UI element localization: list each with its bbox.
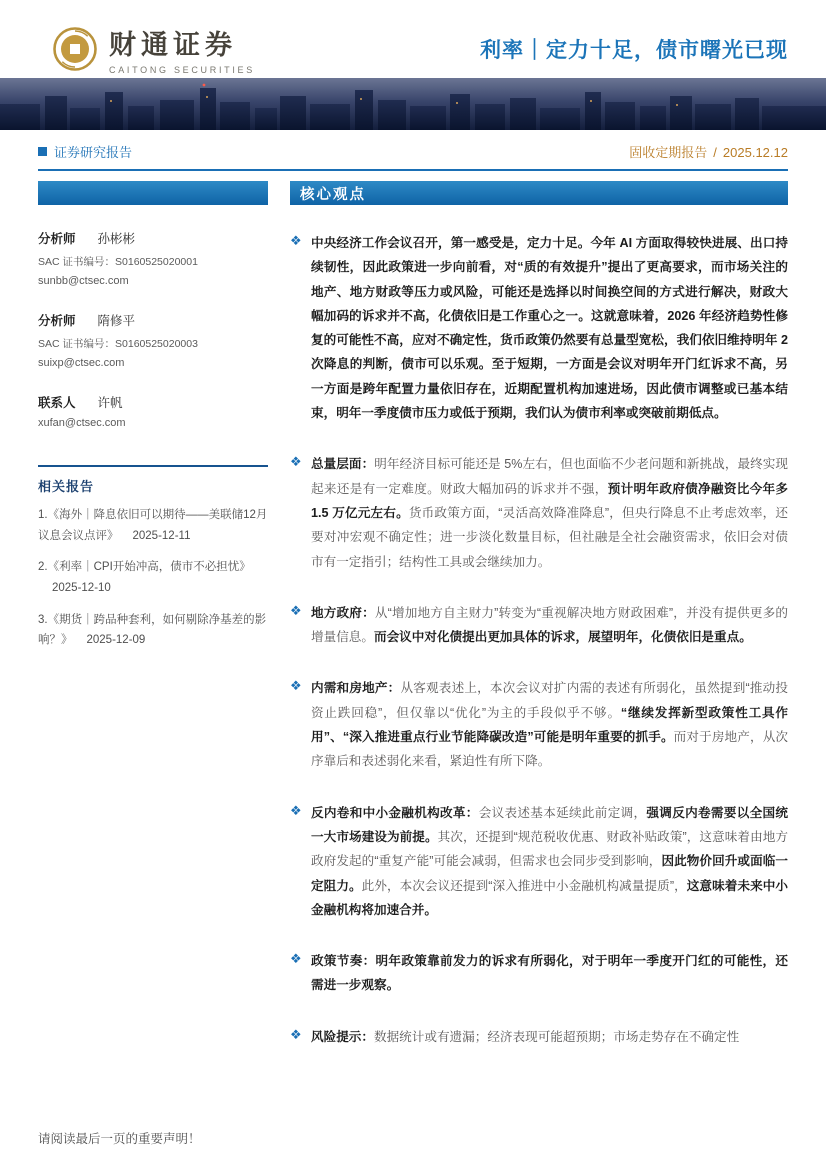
diamond-bullet-icon: ❖ (290, 1026, 302, 1042)
caitong-emblem-icon (52, 26, 98, 72)
analyst-name: 孙彬彬 (97, 232, 136, 246)
section-title: 核心观点 (300, 186, 366, 203)
core-view-item (290, 452, 788, 573)
related-report-text: 3.《期货｜跨品种套利，如何剔除净基差的影响？》 (38, 613, 267, 647)
report-category-separator: / (713, 145, 717, 160)
related-report-date: 2025-12-10 (52, 582, 111, 595)
page-header (0, 0, 826, 78)
brand-name (109, 23, 255, 75)
analyst-cert: SAC 证书编号：S0160525020003 (38, 338, 198, 350)
diamond-bullet-icon: ❖ (290, 454, 302, 470)
section-header-core-views (290, 181, 788, 205)
related-report-text: 1.《海外｜降息依旧可以期待——美联储12月议息会议点评》 (38, 509, 268, 542)
contact-name: 许帆 (97, 396, 123, 410)
analyst-role-label: 分析师 (38, 232, 76, 246)
core-view-text: 政策节奏：明年政策靠前发力的诉求有所弱化，对于明年一季度开门红的可能性，还需进一步观察。 (311, 954, 789, 993)
contact-block (38, 393, 268, 429)
core-view-item (290, 231, 788, 425)
brand-name-en: CAITONG SECURITIES (109, 65, 255, 75)
brand-name-cn: 财通证券 (109, 30, 237, 60)
core-view-text: 地方政府：从“增加地方自主财力”转变为“重视解决地方财政困难”，并没有提供更多的增量信息。而会议中对化债提出更加具体的诉求，展望明年，化债依旧是重点。 (311, 605, 789, 645)
related-report-date: 2025-12-09 (86, 634, 146, 647)
analyst-block (38, 229, 268, 287)
report-date: 2025.12.12 (722, 145, 788, 160)
related-reports (38, 465, 268, 651)
core-view-item (290, 801, 788, 922)
core-view-text: 内需和房地产：从客观表述上，本次会议对扩内需的表述有所弱化，虽然提到“推动投资止跌回稳”，但仅靠以“优化”为主的手段似乎不够。“继续发挥新型政策性工具作用”、“深入推进重点行业节能降碳改造”可能是明年重要的抓手。而对于房地产，从次序靠后和表述弱化来看，紧迫性有所下降。 (311, 681, 789, 769)
related-reports-title: 相关报告 (38, 479, 95, 494)
related-report-item (38, 505, 268, 546)
related-report-text: 2.《利率｜CPI开始冲高，债市不必担忧》 (38, 561, 251, 574)
brand-logo (52, 23, 255, 75)
page-footer (38, 1129, 201, 1147)
core-view-item (290, 1025, 788, 1049)
diamond-bullet-icon: ❖ (290, 602, 302, 618)
meta-row (38, 142, 788, 161)
city-skyline-banner (0, 78, 826, 130)
diamond-bullet-icon: ❖ (290, 233, 302, 248)
main-content (290, 181, 788, 1076)
diamond-bullet-icon: ❖ (290, 951, 302, 967)
report-category (629, 142, 788, 161)
sidebar-accent-bar (38, 181, 268, 205)
core-view-text: 反内卷和中小金融机构改革：会议表述基本延续此前定调，强调反内卷需要以全国统一大市场建设为前提。其次，还提到“规范税收优惠、财政补贴政策”，这意味着由地方政府发起的“重复产能”可能会减弱，但需求也会同步受到影响，因此物价回升或面临一定阻力。此外，本次会议还提到“深入推进中小金融机构减量提质”，这意味着未来中小金融机构将加速合并。 (311, 805, 789, 917)
contact-email: xufan@ctsec.com (38, 417, 126, 429)
report-type-label: 证券研究报告 (54, 145, 133, 160)
diamond-bullet-icon: ❖ (290, 802, 302, 818)
sidebar (38, 181, 268, 1076)
analyst-block (38, 311, 268, 369)
core-view-item (290, 601, 788, 650)
analyst-role-label: 分析师 (38, 314, 76, 328)
analyst-name: 隋修平 (97, 314, 136, 328)
core-view-text: 风险提示：数据统计或有遗漏；经济表现可能超预期；市场走势存在不确定性 (311, 1029, 740, 1044)
report-title: 利率｜定力十足，债市曙光已现 (480, 39, 788, 62)
related-report-date: 2025-12-11 (132, 529, 191, 542)
contact-role-label: 联系人 (38, 396, 76, 410)
analyst-email: suixp@ctsec.com (38, 357, 125, 369)
related-report-item (38, 610, 268, 651)
analyst-cert: SAC 证书编号：S0160525020001 (38, 256, 198, 268)
core-views-list (290, 231, 788, 1049)
analyst-email: sunbb@ctsec.com (38, 275, 129, 287)
header-divider (38, 169, 788, 171)
disclaimer-text: 请阅读最后一页的重要声明！ (38, 1132, 201, 1146)
core-view-text: 总量层面：明年经济目标可能还是 5%左右，但也面临不少老问题和新挑战，最终实现起来还是有一定难度。财政大幅加码的诉求并不强，预计明年政府债净融资比今年多 1.5 万亿元左右。货币政策方面，“灵活高效降准降息”，但央行降息不止考虑效率，还要对冲宏观不确定性；进一步淡化数量目标，但社融是全社会融资需求，依旧会对债市有一定指引；结构性工具或会继续加力。 (311, 457, 789, 569)
core-view-text: 中央经济工作会议召开，第一感受是，定力十足。今年 AI 方面取得较快进展、出口持续韧性，因此政策进一步向前看，对“质的有效提升”提出了更高要求，而市场关注的地产、地方财政等压力或风险，可能还是选择以时间换空间的方式进行解决，财政大幅加码的诉求并不高，化债依旧是工作重心之一。这就意味着，2026 年经济趋势性修复的可能性不高，应对不确定性，货币政策仍然要有总量型宽松，我们依旧维持明年 2 次降息的判断，债市可以乐观。至于短期，一方面是会议对明年开门红诉求不高，另一方面是跨年配置力量依旧存在，近期配置机构加速进场，因此债市调整或已基本结束，明年一季度债市压力或低于预期，我们认为债市利率或突破前期低点。 (311, 236, 788, 421)
report-category-label: 固收定期报告 (629, 145, 708, 160)
content-columns (38, 181, 788, 1076)
core-view-item (290, 949, 788, 998)
report-type (38, 142, 132, 161)
report-type-bullet-icon (38, 147, 47, 156)
diamond-bullet-icon: ❖ (290, 678, 302, 694)
core-view-item (290, 676, 788, 773)
related-report-item (38, 557, 268, 598)
